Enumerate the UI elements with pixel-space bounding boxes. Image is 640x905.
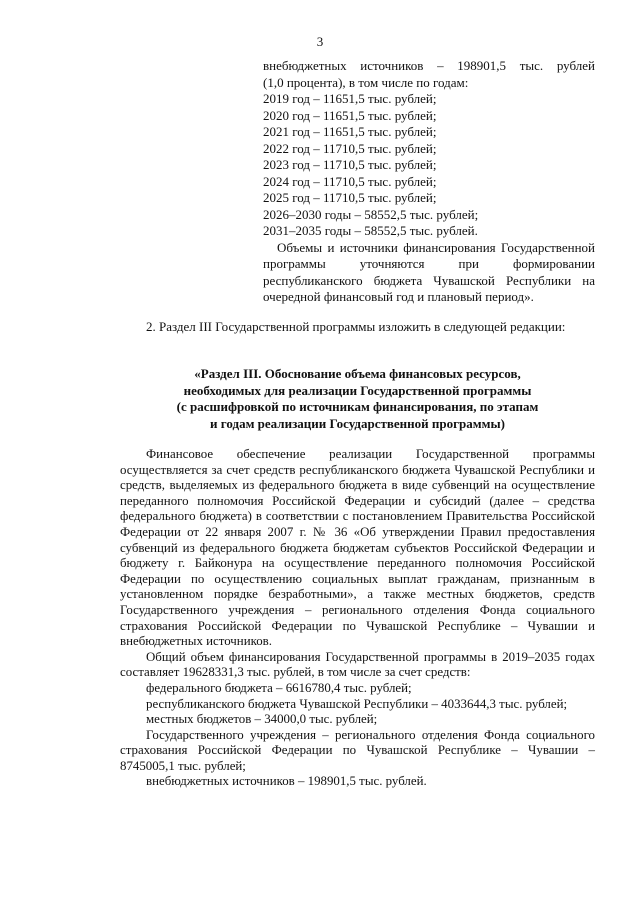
local-budgets-line: местных бюджетов – 34000,0 тыс. рублей; <box>146 712 378 727</box>
funding-note-paragraph: Объемы и источники финансирования Государственной программы уточняются при формировании республиканского бюджета Чувашской Республики на очередной финансовый год и плановый период». <box>263 239 595 304</box>
federal-budget-line: федерального бюджета – 6616780,4 тыс. рублей; <box>146 680 412 695</box>
percent-line: (1,0 процента), в том числе по годам: <box>263 74 469 90</box>
year-line: 2022 год – 11710,5 тыс. рублей; <box>263 140 437 156</box>
page-number: 3 <box>316 34 324 49</box>
year-line: 2023 год – 11710,5 тыс. рублей; <box>263 157 437 172</box>
year-line: 2025 год – 11710,5 тыс. рублей; <box>263 190 437 205</box>
year-line: 2021 год – 11651,5 тыс. рублей; <box>263 124 437 139</box>
financing-sources-paragraph: Финансовое обеспечение реализации Государственной программы осуществляется за счет средств республиканского бюджета Чувашской Республики и средств, выделяемых из федерального бюджета в виде субвенций на осуществление переданного полномочия Российской Федерации и субсидий (далее – средства федерального бюджета) в соответствии с постановлением Правительства Российской Федерации от 22 января 2007 г. № 36 «Об утверждении Правил предоставления субвенций из федерального бюджета бюджетам субъектов Российской Федерации и бюджету г. Байконура на осуществление переданного полномочия Российской Федерации по осуществлению социальных выплат гражданам, признанным в установленном порядке безработными», а также местных бюджетов, средств Государственного учреждения – регионального отделения Фонда социального страхования Российской Федерации по Чувашской Республике – Чувашии и внебюджетных источников. <box>120 447 595 649</box>
republican-budget-line: республиканского бюджета Чувашской Республики – 4033644,3 тыс. рублей; <box>146 696 568 711</box>
section-body <box>120 447 595 790</box>
total-financing-paragraph: Общий объем финансирования Государственной программы в 2019–2035 годах составляет 19628331,3 тыс. рублей, в том числе за счет средств: <box>120 649 595 680</box>
year-line: 2024 год – 11710,5 тыс. рублей; <box>263 173 437 189</box>
year-line: 2020 год – 11651,5 тыс. рублей; <box>263 107 437 123</box>
year-line: 2026–2030 годы – 58552,5 тыс. рублей; <box>263 206 479 222</box>
section-title <box>120 366 595 432</box>
extrabudgetary-sources-line: внебюджетных источников – 198901,5 тыс. рублей. <box>146 774 427 789</box>
section-title-line: и годам реализации Государственной программы) <box>210 415 505 431</box>
section-title-line: необходимых для реализации Государственной программы <box>183 382 532 398</box>
year-line: 2019 год – 11651,5 тыс. рублей; <box>263 91 437 106</box>
amendment-instruction: 2. Раздел III Государственной программы изложить в следующей редакции: <box>146 319 566 334</box>
section-title-line: «Раздел III. Обоснование объема финансовых ресурсов, <box>194 366 521 381</box>
budget-summary-block <box>263 58 595 306</box>
extrabudgetary-total-line: внебюджетных источников – 198901,5 тыс. рублей <box>263 58 595 73</box>
section-title-line: (с расшифровкой по источникам финансирования, по этапам <box>176 399 539 414</box>
year-line: 2031–2035 годы – 58552,5 тыс. рублей. <box>263 223 478 238</box>
social-insurance-fund-line: Государственного учреждения – регионального отделения Фонда социального страхования Российской Федерации по Чувашской Республике – Чувашии – 8745005,1 тыс. рублей; <box>120 727 595 773</box>
